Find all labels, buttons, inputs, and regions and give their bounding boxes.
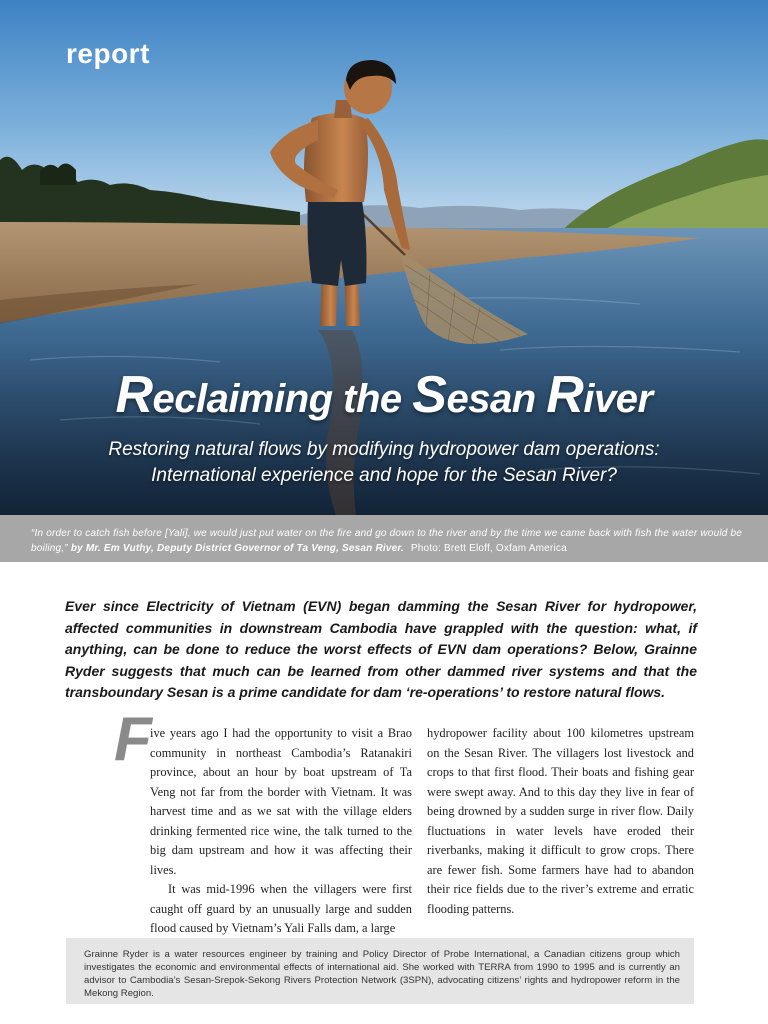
photo-credit: Photo: Brett Eloff, Oxfam America <box>410 543 567 554</box>
body-paragraph: ive years ago I had the opportunity to visit a Brao community in northeast Cambodia’s Ratanakiri province, about an hour by boat upstream of Ta Veng not far from the border with Vietnam. It was harvest time and as we sat with the village elders drinking fermented rice wine, the talk turned to the big dam upstream and how it was affecting their lives. <box>150 726 412 877</box>
title-rest: esan <box>446 377 547 421</box>
subtitle-line: Restoring natural flows by modifying hydropower dam operations: <box>108 439 660 460</box>
intro-paragraph: Ever since Electricity of Vietnam (EVN) began damming the Sesan River for hydropower, affected communities in downstream Cambodia have grappled with the question: what, if anything, can be done to reduce the worst effects of EVN dam operations? Below, Grainne Ryder suggests that much can be learned from other dammed river systems and that the transboundary Sesan is a prime candidate for dam ‘re-operations’ to restore natural flows. <box>65 598 697 700</box>
body-column-left <box>150 724 412 939</box>
title-rest: iver <box>583 377 653 421</box>
title-cap: S <box>412 366 447 424</box>
section-label: report <box>66 38 150 69</box>
author-bio: Grainne Ryder is a water resources engineer by training and Policy Director of Probe International, a Canadian citizens group which investigates the economic and environmental effects of international aid. She worked with TERRA from 1990 to 1995 and is currently an advisor to Cambodia’s Sesan-Srepok-Sekong Rivers Protection Network (3SPN), advocating citizens’ rights and hydropower reform in the Mekong Region. <box>84 949 680 999</box>
subtitle-line: International experience and hope for the Sesan River? <box>151 465 617 486</box>
body-column-right <box>427 724 694 919</box>
photo-caption <box>31 526 747 556</box>
title-rest: eclaiming the <box>152 377 413 421</box>
drop-cap-letter: F <box>114 706 152 770</box>
subtitle <box>60 437 708 489</box>
body-paragraph: hydropower facility about 100 kilometres upstream on the Sesan River. The villagers lost livestock and crops to that first flood. Their boats and fishing gear were swept away. And to this day they live in fear of being drowned by a sudden surge in river flow. Daily fluctuations in water levels have eroded their riverbanks, making it difficult to grow crops. There are fewer fish. Some farmers have had to abandon their rice fields due to the river’s extreme and erratic flooding patterns. <box>427 726 694 916</box>
page-title <box>0 365 768 425</box>
caption-attribution: by Mr. Em Vuthy, Deputy District Governor of Ta Veng, Sesan River. <box>70 543 404 554</box>
title-cap: R <box>546 366 584 424</box>
caption-quote: “In order to catch fish before [Yali], we would just put water on the fire and go down to the river and by the time we came back with fish the water would be boiling,” <box>31 528 743 554</box>
title-cap: R <box>115 366 153 424</box>
body-paragraph: It was mid-1996 when the villagers were first caught off guard by an unusually large and sudden flood caused by Vietnam’s Yali Falls dam, a large <box>150 882 412 935</box>
